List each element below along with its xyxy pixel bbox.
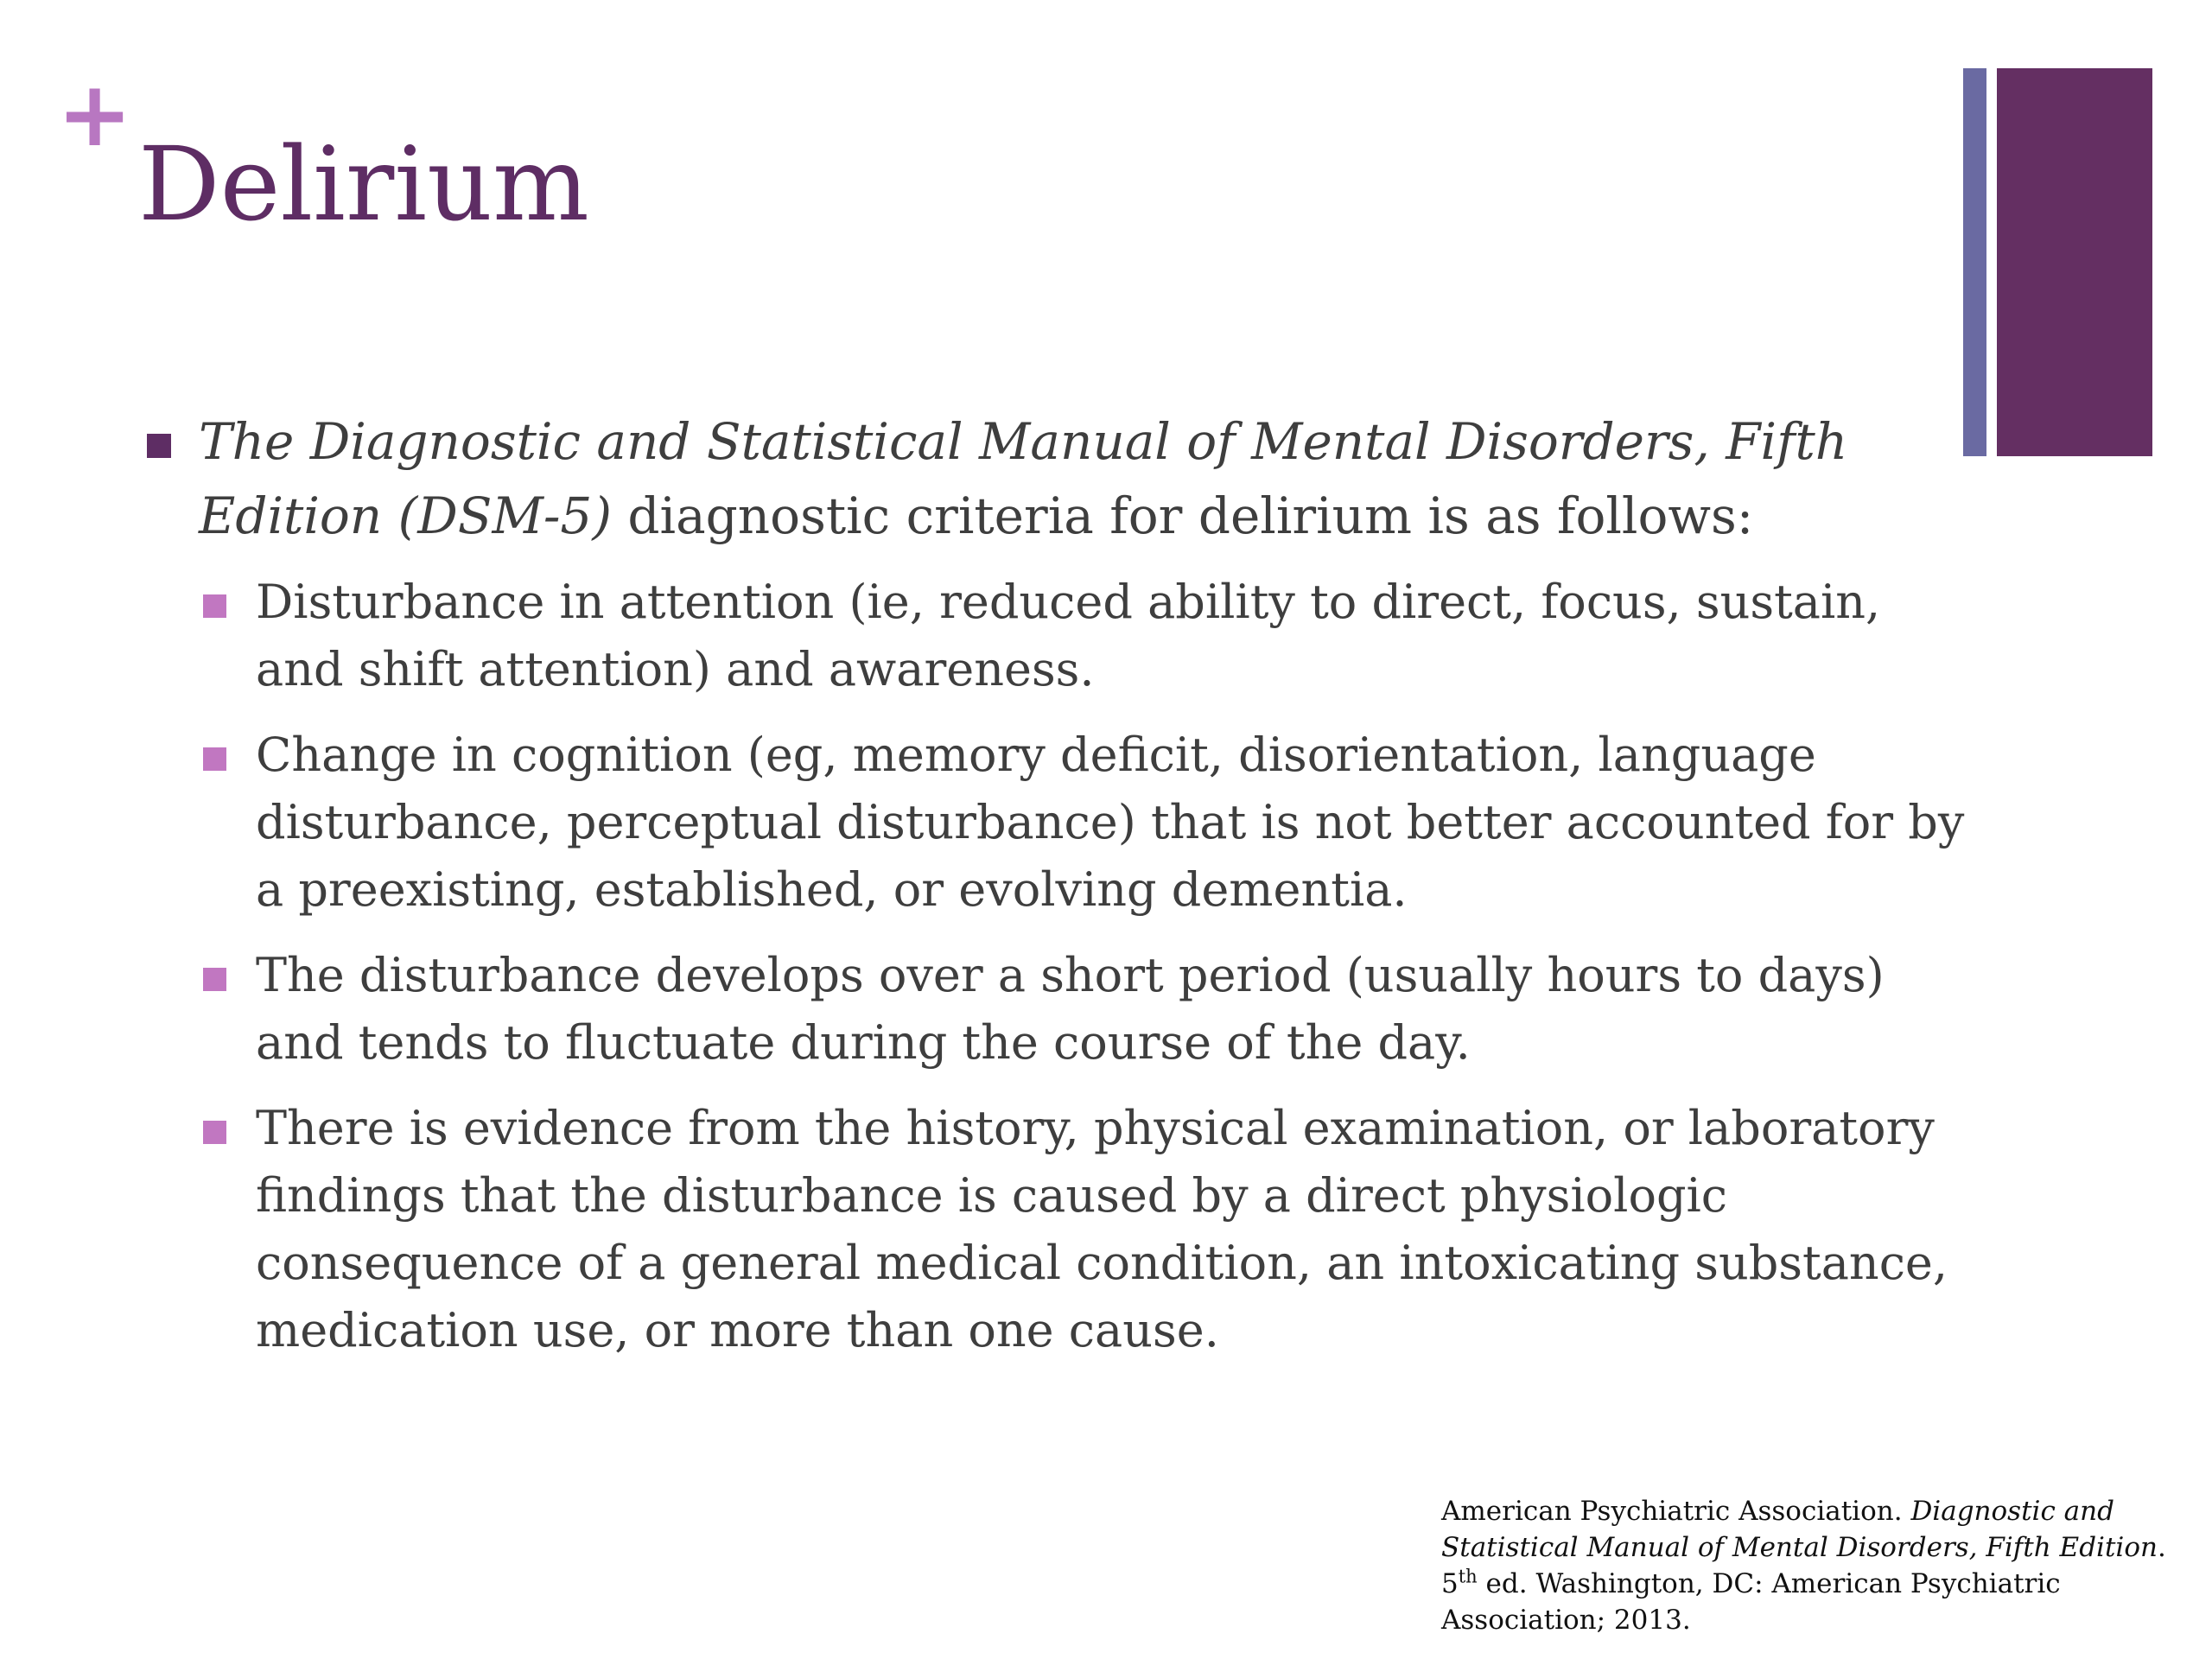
criteria-text: Change in cognition (eg, memory deficit, disorientation, language disturbance, perceptual disturbance) that is not better accounted for by a preexisting, established, or evolving dementia.: [256, 728, 1965, 917]
main-bullet-point: [199, 404, 1944, 553]
criteria-list: [256, 569, 1967, 1382]
dsm5-title: The Diagnostic and Statistical Manual of Mental Disorders, Fifth Edition (DSM-5): [199, 412, 1848, 545]
citation-title: Diagnostic and Statistical Manual of Mental Disorders, Fifth Edition: [1441, 1496, 2158, 1563]
accent-bar-thin: [1963, 68, 1986, 456]
square-bullet-icon: [203, 1121, 226, 1144]
square-bullet-icon: [203, 747, 226, 771]
square-bullet-icon: [203, 594, 226, 618]
criteria-item: [256, 1095, 1967, 1364]
citation-edition: . 5: [1441, 1532, 2166, 1599]
accent-bar-thick: [1997, 68, 2152, 456]
criteria-text: The disturbance develops over a short period (usually hours to days) and tends to fluctuate during the course of the day.: [256, 948, 1885, 1070]
square-bullet-icon: [147, 434, 171, 458]
criteria-text: Disturbance in attention (ie, reduced ability to direct, focus, sustain, and shift attention) and awareness.: [256, 575, 1881, 696]
criteria-item: [256, 569, 1967, 703]
citation-author: American Psychiatric Association.: [1441, 1496, 1911, 1527]
citation: [1441, 1493, 2202, 1638]
square-bullet-icon: [203, 968, 226, 991]
plus-icon: +: [57, 61, 133, 167]
criteria-item: [256, 721, 1967, 924]
criteria-item: [256, 942, 1967, 1077]
main-point-text: diagnostic criteria for delirium is as follows:: [611, 486, 1754, 545]
citation-edition-suffix: th: [1458, 1566, 1478, 1587]
citation-publisher: ed. Washington, DC: American Psychiatric Association; 2013.: [1441, 1568, 2061, 1636]
slide-title: Delirium: [138, 124, 589, 244]
criteria-text: There is evidence from the history, physical examination, or laboratory findings that the disturbance is caused by a direct physiologic consequence of a general medical condition, an intoxicating substance, medication use, or more than one cause.: [256, 1101, 1948, 1357]
